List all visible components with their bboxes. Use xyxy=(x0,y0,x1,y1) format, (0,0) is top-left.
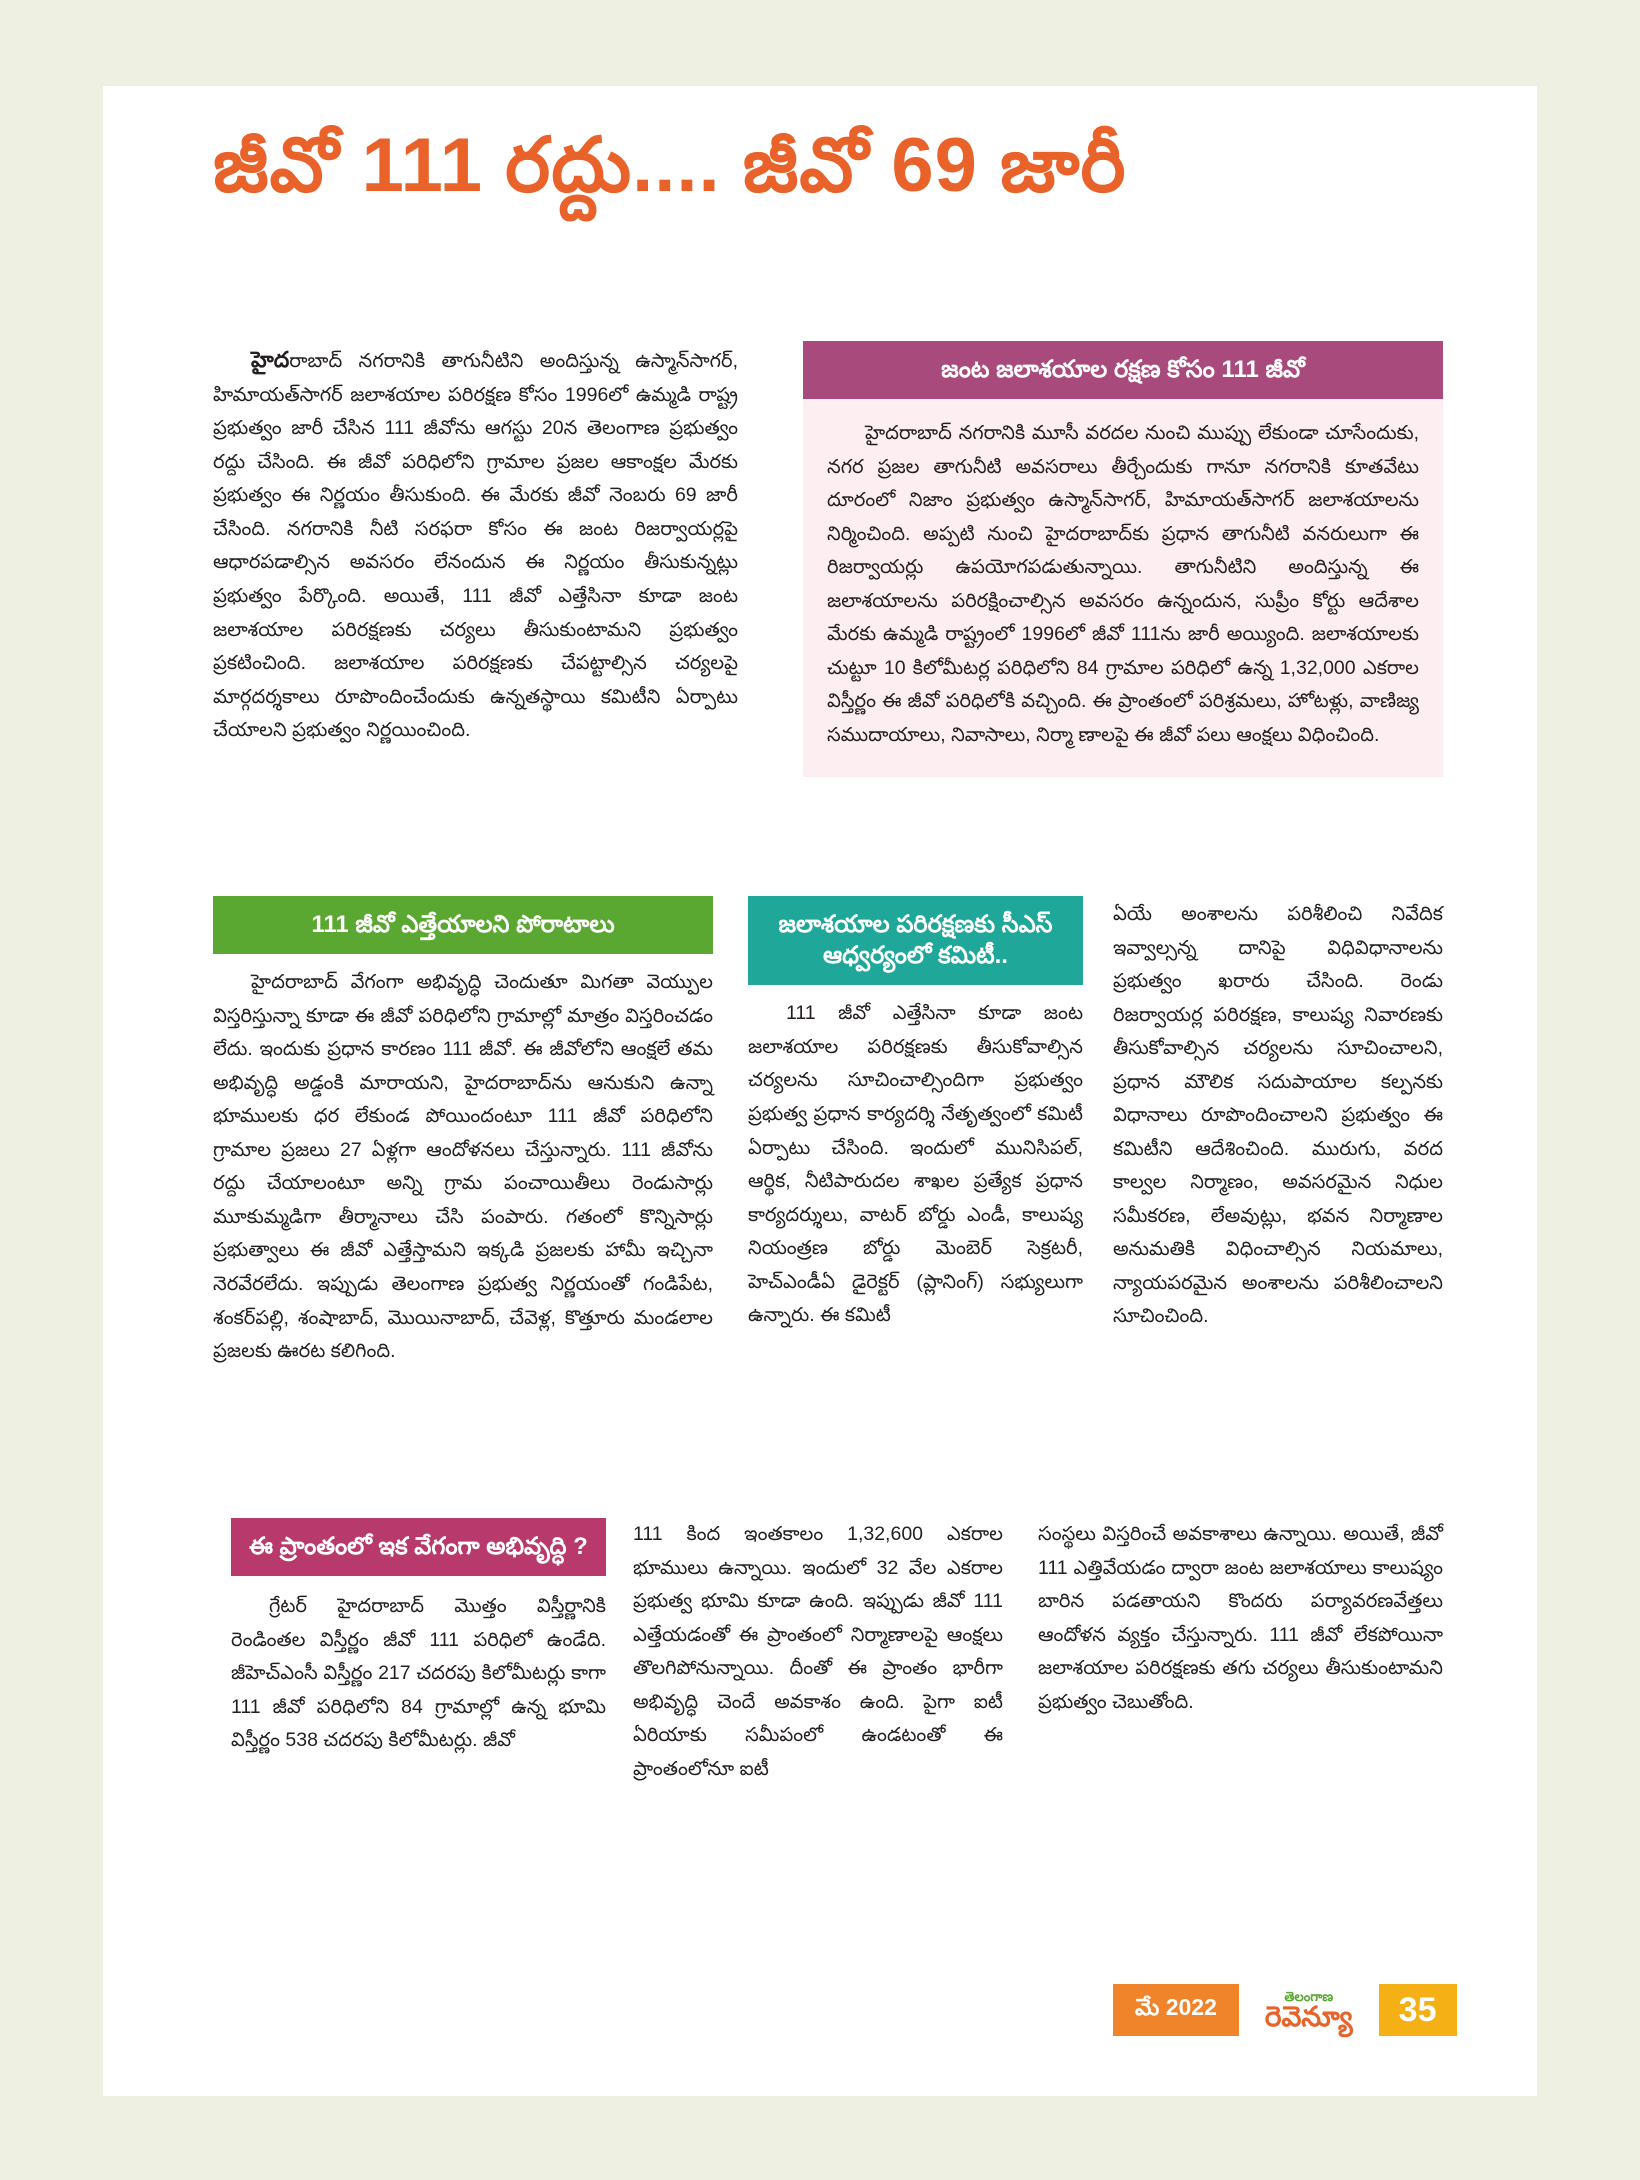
sidebar-box-111-gvo xyxy=(803,341,1443,777)
box-111-body xyxy=(803,399,1443,776)
box-111-heading: జంట జలాశయాల రక్షణ కోసం 111 జీవో xyxy=(803,341,1443,399)
intro-column xyxy=(213,341,738,748)
page-title: జీవో 111 రద్దు.... జీవో 69 జారీ xyxy=(213,123,1127,208)
section-committee xyxy=(748,896,1083,1333)
committee-continued-column xyxy=(1113,898,1443,1334)
section-protests-heading: 111 జీవో ఎత్తేయాలని పోరాటాలు xyxy=(213,896,713,954)
section-development-text: గ్రేటర్ హైదరాబాద్ మొత్తం విస్తీర్ణానికి రెండింతల విస్తీర్ణం జీవో 111 పరిధిలో ఉండేది. జీహెచ్‌ఎంసీ విస్తీర్ణం 217 చదరపు కిలోమీటర్లు కాగా 111 జీవో పరిధిలోని 84 గ్రామాల్లో ఉన్న భూమి విస్తీర్ణం 538 చదరపు కిలోమీటర్లు. జీవో xyxy=(231,1595,606,1752)
section-development xyxy=(231,1518,606,1758)
intro-paragraph xyxy=(213,341,738,748)
section-protests xyxy=(213,896,713,1369)
development-final-column xyxy=(1038,1518,1443,1719)
section-protests-text: హైదరాబాద్ వేగంగా అభివృద్ధి చెందుతూ మిగతా వెయ్పుల విస్తరిస్తున్నా కూడా ఈ జీవో పరిధిలోని గ్రామాల్లో మాత్రం విస్తరించడం లేదు. ఇందుకు ప్రధాన కారణం 111 జీవో. ఈ జీవోలోని ఆంక్షలే తమ అభివృద్ధి అడ్డంకి మారాయని, హైదరాబాద్‌ను ఆనుకుని ఉన్నా భూములకు ధర లేకుండ పోయిందంటూ 111 జీవో పరిధిలోని గ్రామాల ప్రజలు 27 ఏళ్లగా ఆందోళనలు చేస్తున్నారు. 111 జీవోను రద్దు చేయాలంటూ అన్ని గ్రామ పంచాయితీలు రెండుసార్లు మూకుమ్మడిగా తీర్మానాలు చేసి పంపారు. గతంలో కొన్నిసార్లు ప్రభుత్వాలు ఈ జీవో ఎత్తేస్తామని ఇక్కడి ప్రజలకు హామీ ఇచ్చినా నెరవేరలేదు. ఇప్పుడు తెలంగాణ ప్రభుత్వ నిర్ణయంతో గండిపేట, శంకర్‌పల్లి, శంషాబాద్, మొయినాబాద్, చేవెళ్ల, కొత్తూరు మండలాల ప్రజలకు ఊరట కలిగింది. xyxy=(213,971,713,1363)
page-footer xyxy=(1113,1984,1543,2036)
magazine-page xyxy=(103,86,1537,2096)
development-continued-column xyxy=(633,1518,1003,1786)
footer-brand xyxy=(1239,1984,1379,2036)
footer-page-number: 35 xyxy=(1379,1984,1457,2036)
section-development-heading: ఈ ప్రాంతంలో ఇక వేగంగా అభివృద్ధి ? xyxy=(231,1518,606,1576)
development-final-text: సంస్థలు విస్తరించే అవకాశాలు ఉన్నాయి. అయితే, జీవో 111 ఎత్తివేయడం ద్వారా జంట జలాశయాలు కాలుష్యం బారిన పడతాయని కొందరు పర్యావరణవేత్తలు ఆందోళన వ్యక్తం చేస్తున్నారు. 111 జీవో లేకపోయినా జలాశయాల పరిరక్షణకు తగు చర్యలు తీసుకుంటామని ప్రభుత్వం చెబుతోంది. xyxy=(1038,1523,1443,1713)
committee-continued-text: ఏయే అంశాలను పరిశీలించి నివేదిక ఇవ్వాల్సన్న దానిపై విధివిధానాలను ప్రభుత్వం ఖరారు చేసింది. రెండు రిజర్వాయర్ల పరిరక్షణ, కాలుష్య నివారణకు తీసుకోవాల్సిన చర్యలను సూచించాలని, ప్రధాన మౌలిక సదుపాయాల కల్పనకు విధానాలు రూపొందించాలని ప్రభుత్వం ఈ కమిటీని ఆదేశించింది. మురుగు, వరద కాల్వల నిర్మాణం, అవసరమైన నిధుల సమీకరణ, లేఅవుట్లు, భవన నిర్మాణాల అనుమతికి విధించాల్సిన నియమాలు, న్యాయపరమైన అంశాలను పరిశీలించాలని సూచించింది. xyxy=(1113,903,1443,1328)
section-committee-text: 111 జీవో ఎత్తేసినా కూడా జంట జలాశయాల పరిరక్షణకు తీసుకోవాల్సిన చర్యలను సూచించాల్సిందిగా ప్రభుత్వం ప్రభుత్వ ప్రధాన కార్యదర్శి నేతృత్వంలో కమిటీ ఏర్పాటు చేసింది. ఇందులో మునిసిపల్, ఆర్థిక, నీటిపారుదల శాఖల ప్రత్యేక ప్రధాన కార్యదర్శులు, వాటర్ బోర్డు ఎండీ, కాలుష్య నియంత్రణ బోర్డు మెంబెర్ సెక్రటరీ, హెచ్‌ఎండీఏ డైరెక్టర్ (ప్లానింగ్) సభ్యులుగా ఉన్నారు. ఈ కమిటీ xyxy=(748,1002,1083,1327)
development-continued-text: 111 కింద ఇంతకాలం 1,32,600 ఎకరాల భూములు ఉన్నాయి. ఇందులో 32 వేల ఎకరాల ప్రభుత్వ భూమి కూడా ఉంది. ఇప్పుడు జీవో 111 ఎత్తేయడంతో ఈ ప్రాంతంలో నిర్మాణాలపై ఆంక్షలు తొలగిపోనున్నాయి. దీంతో ఈ ప్రాంతం భారీగా అభివృద్ధి చెందే అవకాశం ఉంది. పైగా ఐటీ ఏరియాకు సమీపంలో ఉండటంతో ఈ ప్రాంతంలోనూ ఐటీ xyxy=(633,1523,1003,1780)
drop-cap: హైద xyxy=(251,347,290,372)
footer-brand-line2: రెవెన్యూ xyxy=(1264,2000,1353,2032)
box-111-text: హైదరాబాద్ నగరానికి మూసీ వరదల నుంచి ముప్పు లేకుండా చూసేందుకు, నగర ప్రజల తాగునీటి అవసరాలు తీర్చేందుకు గానూ నగరానికి కూతవేటు దూరంలో నిజాం ప్రభుత్వం ఉస్మాన్‌సాగర్, హిమాయత్‌సాగర్ జలాశయాలను నిర్మించింది. అప్పటి నుంచి హైదరాబాద్‌కు ప్రధాన తాగునీటి వనరులుగా ఈ రిజర్వాయర్లు ఉపయోగపడుతున్నాయి. తాగునీటిని అందిస్తున్న ఈ జలాశయాలను పరిరక్షించాల్సిన అవసరం ఉన్నందున, సుప్రీం కోర్టు ఆదేశాల మేరకు ఉమ్మడి రాష్ట్రంలో 1996లో జీవో 111ను జారీ అయ్యింది. జలాశయాలకు చుట్టూ 10 కిలోమీటర్ల పరిధిలోని 84 గ్రామాల పరిధిలో ఉన్న 1,32,000 ఎకరాల విస్తీర్ణం ఈ జీవో పరిధిలోకి వచ్చింది. ఈ ప్రాంతంలో పరిశ్రమలు, హోటళ్లు, వాణిజ్య సముదాయాలు, నివాసాలు, నిర్మా ణాలపై ఈ జీవో పలు ఆంక్షలు విధించింది. xyxy=(827,422,1419,746)
footer-brand-line1: తెలంగాణ xyxy=(1284,1988,1334,2004)
section-committee-heading: జలాశయాల పరిరక్షణకు సీఎస్ ఆధ్వర్యంలో కమిటీ.. xyxy=(748,896,1083,985)
footer-date: మే 2022 xyxy=(1113,1984,1239,2036)
intro-text: రాబాద్ నగరానికి తాగునీటిని అందిస్తున్న ఉస్మాన్‌సాగర్, హిమాయత్‌సాగర్ జలాశయాల పరిరక్షణ కోసం 1996లో ఉమ్మడి రాష్ట్ర ప్రభుత్వం జారీ చేసిన 111 జీవోను ఆగస్టు 20న తెలంగాణ ప్రభుత్వం రద్దు చేసింది. ఈ జీవో పరిధిలోని గ్రామాల ప్రజల ఆకాంక్షల మేరకు ప్రభుత్వం ఈ నిర్ణయం తీసుకుంది. ఈ మేరకు జీవో నెంబరు 69 జారీ చేసింది. నగరానికి నీటి సరఫరా కోసం ఈ జంట రిజర్వాయర్లపై ఆధారపడాల్సిన అవసరం లేనందున ఈ నిర్ణయం తీసుకున్నట్లు ప్రభుత్వం పేర్కొంది. అయితే, 111 జీవో ఎత్తేసినా కూడా జంట జలాశయాల పరిరక్షణకు చర్యలు తీసుకుంటామని ప్రభుత్వం ప్రకటించింది. జలాశయాల పరిరక్షణకు చేపట్టాల్సిన చర్యలపై మార్గదర్శకాలు రూపొందించేందుకు ఉన్నతస్థాయి కమిటీని ఏర్పాటు చేయాలని ప్రభుత్వం నిర్ణయించింది. xyxy=(213,350,738,742)
